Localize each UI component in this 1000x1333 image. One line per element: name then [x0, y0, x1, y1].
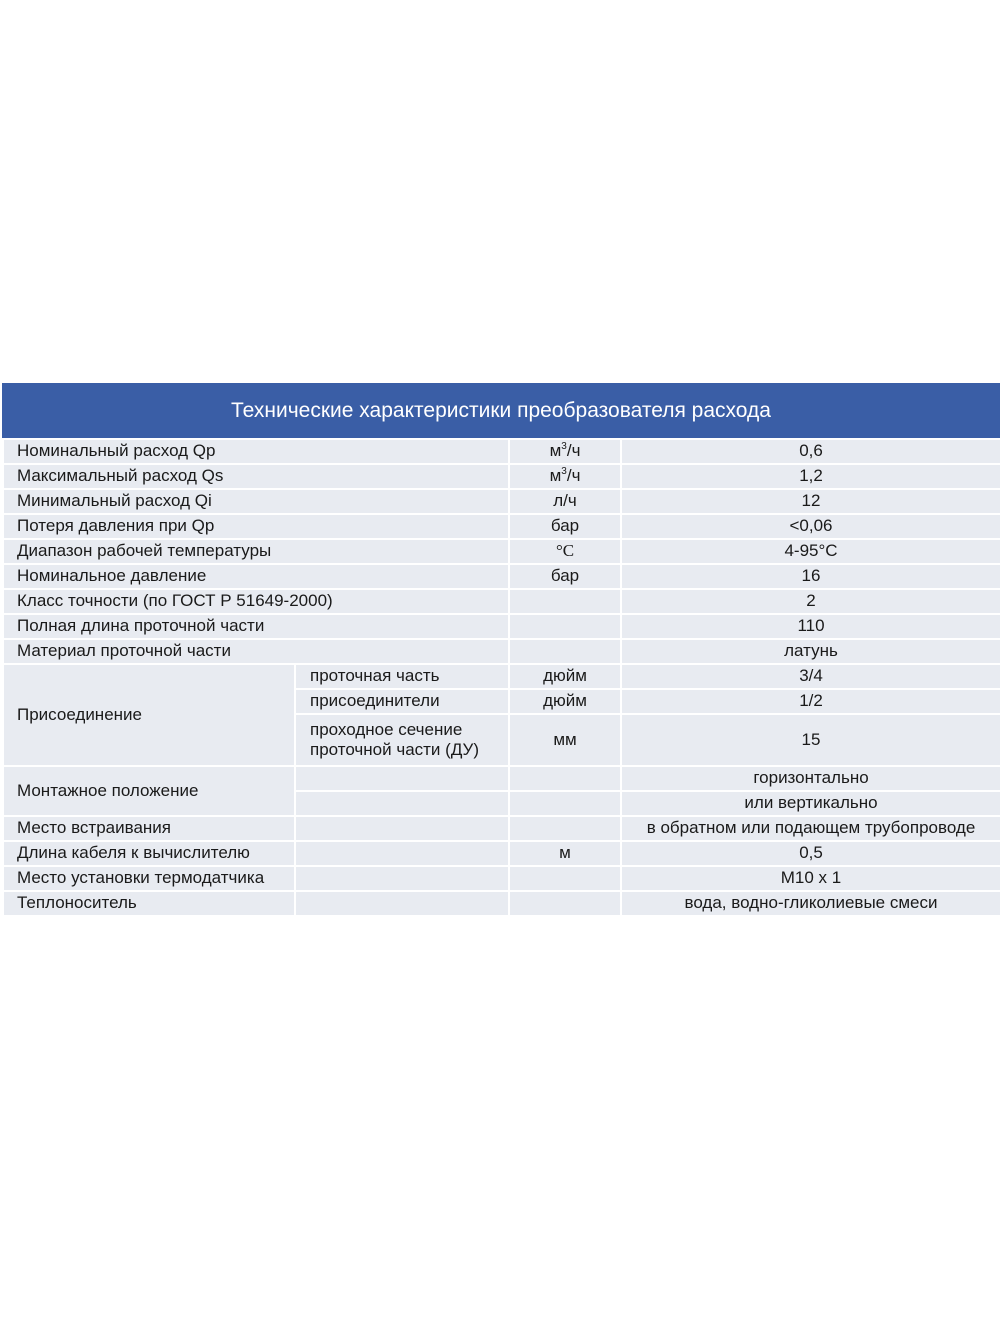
param-value: 12 [621, 489, 1000, 514]
param-value: 1,2 [621, 464, 1000, 489]
param-label: Полная длина проточной части [3, 614, 509, 639]
param-label: Номинальное давление [3, 564, 509, 589]
param-value: 0,5 [621, 841, 1000, 866]
connection-sub-label: проходное сечение проточной части (ДУ) [295, 714, 509, 766]
table-row [3, 891, 1000, 916]
param-value: 4-95°C [621, 539, 1000, 564]
param-label: Длина кабеля к вычислителю [3, 841, 295, 866]
param-unit [509, 791, 621, 816]
param-unit: $м^3/ч$ [509, 464, 621, 489]
table-row [3, 439, 1000, 464]
param-unit [509, 891, 621, 916]
param-value: 16 [621, 564, 1000, 589]
table-row [3, 766, 1000, 791]
param-value: 15 [621, 714, 1000, 766]
param-unit [509, 589, 621, 614]
table-row [3, 639, 1000, 664]
spec-card [2, 383, 1000, 917]
param-label: Номинальный расход Qp [3, 439, 509, 464]
param-unit [509, 614, 621, 639]
empty-cell [295, 841, 509, 866]
param-label: Потеря давления при Qp [3, 514, 509, 539]
param-value: 0,6 [621, 439, 1000, 464]
param-label: Диапазон рабочей температуры [3, 539, 509, 564]
param-unit [509, 766, 621, 791]
param-value: или вертикально [621, 791, 1000, 816]
param-unit: бар [509, 564, 621, 589]
table-row [3, 489, 1000, 514]
empty-cell [295, 766, 509, 791]
param-value: <0,06 [621, 514, 1000, 539]
param-value: M10 x 1 [621, 866, 1000, 891]
param-value: в обратном или подающем трубопроводе [621, 816, 1000, 841]
empty-cell [295, 866, 509, 891]
param-unit: °C [509, 539, 621, 564]
table-row [3, 539, 1000, 564]
mounting-label: Монтажное положение [3, 766, 295, 816]
empty-cell [295, 791, 509, 816]
param-unit: дюйм [509, 689, 621, 714]
param-label: Минимальный расход Qi [3, 489, 509, 514]
param-unit: мм [509, 714, 621, 766]
empty-cell [295, 816, 509, 841]
param-value: 1/2 [621, 689, 1000, 714]
param-unit [509, 639, 621, 664]
connection-sub-label: присоединители [295, 689, 509, 714]
param-unit: м [509, 841, 621, 866]
param-unit [509, 816, 621, 841]
table-row [3, 464, 1000, 489]
param-unit: бар [509, 514, 621, 539]
param-unit [509, 866, 621, 891]
param-label: Теплоноситель [3, 891, 295, 916]
table-row [3, 564, 1000, 589]
title-text: Технические характеристики преобразователя расхода [231, 398, 771, 422]
param-label: Место встраивания [3, 816, 295, 841]
table-row [3, 816, 1000, 841]
table-row [3, 841, 1000, 866]
table-row [3, 589, 1000, 614]
connection-sub-label: проточная часть [295, 664, 509, 689]
param-label: Место установки термодатчика [3, 866, 295, 891]
empty-cell [295, 891, 509, 916]
param-unit: $м^3/ч$ [509, 439, 621, 464]
param-value: вода, водно-гликолиевые смеси [621, 891, 1000, 916]
spec-table [2, 438, 1000, 917]
param-unit: л/ч [509, 489, 621, 514]
table-row [3, 866, 1000, 891]
param-value: горизонтально [621, 766, 1000, 791]
param-label: Класс точности (по ГОСТ Р 51649-2000) [3, 589, 509, 614]
connection-label: Присоединение [3, 664, 295, 766]
param-value: 110 [621, 614, 1000, 639]
param-value: 3/4 [621, 664, 1000, 689]
table-row [3, 664, 1000, 689]
param-value: 2 [621, 589, 1000, 614]
param-label: Материал проточной части [3, 639, 509, 664]
param-unit: дюйм [509, 664, 621, 689]
table-title [2, 383, 1000, 438]
table-row [3, 514, 1000, 539]
param-label: Максимальный расход Qs [3, 464, 509, 489]
param-value: латунь [621, 639, 1000, 664]
table-row [3, 614, 1000, 639]
